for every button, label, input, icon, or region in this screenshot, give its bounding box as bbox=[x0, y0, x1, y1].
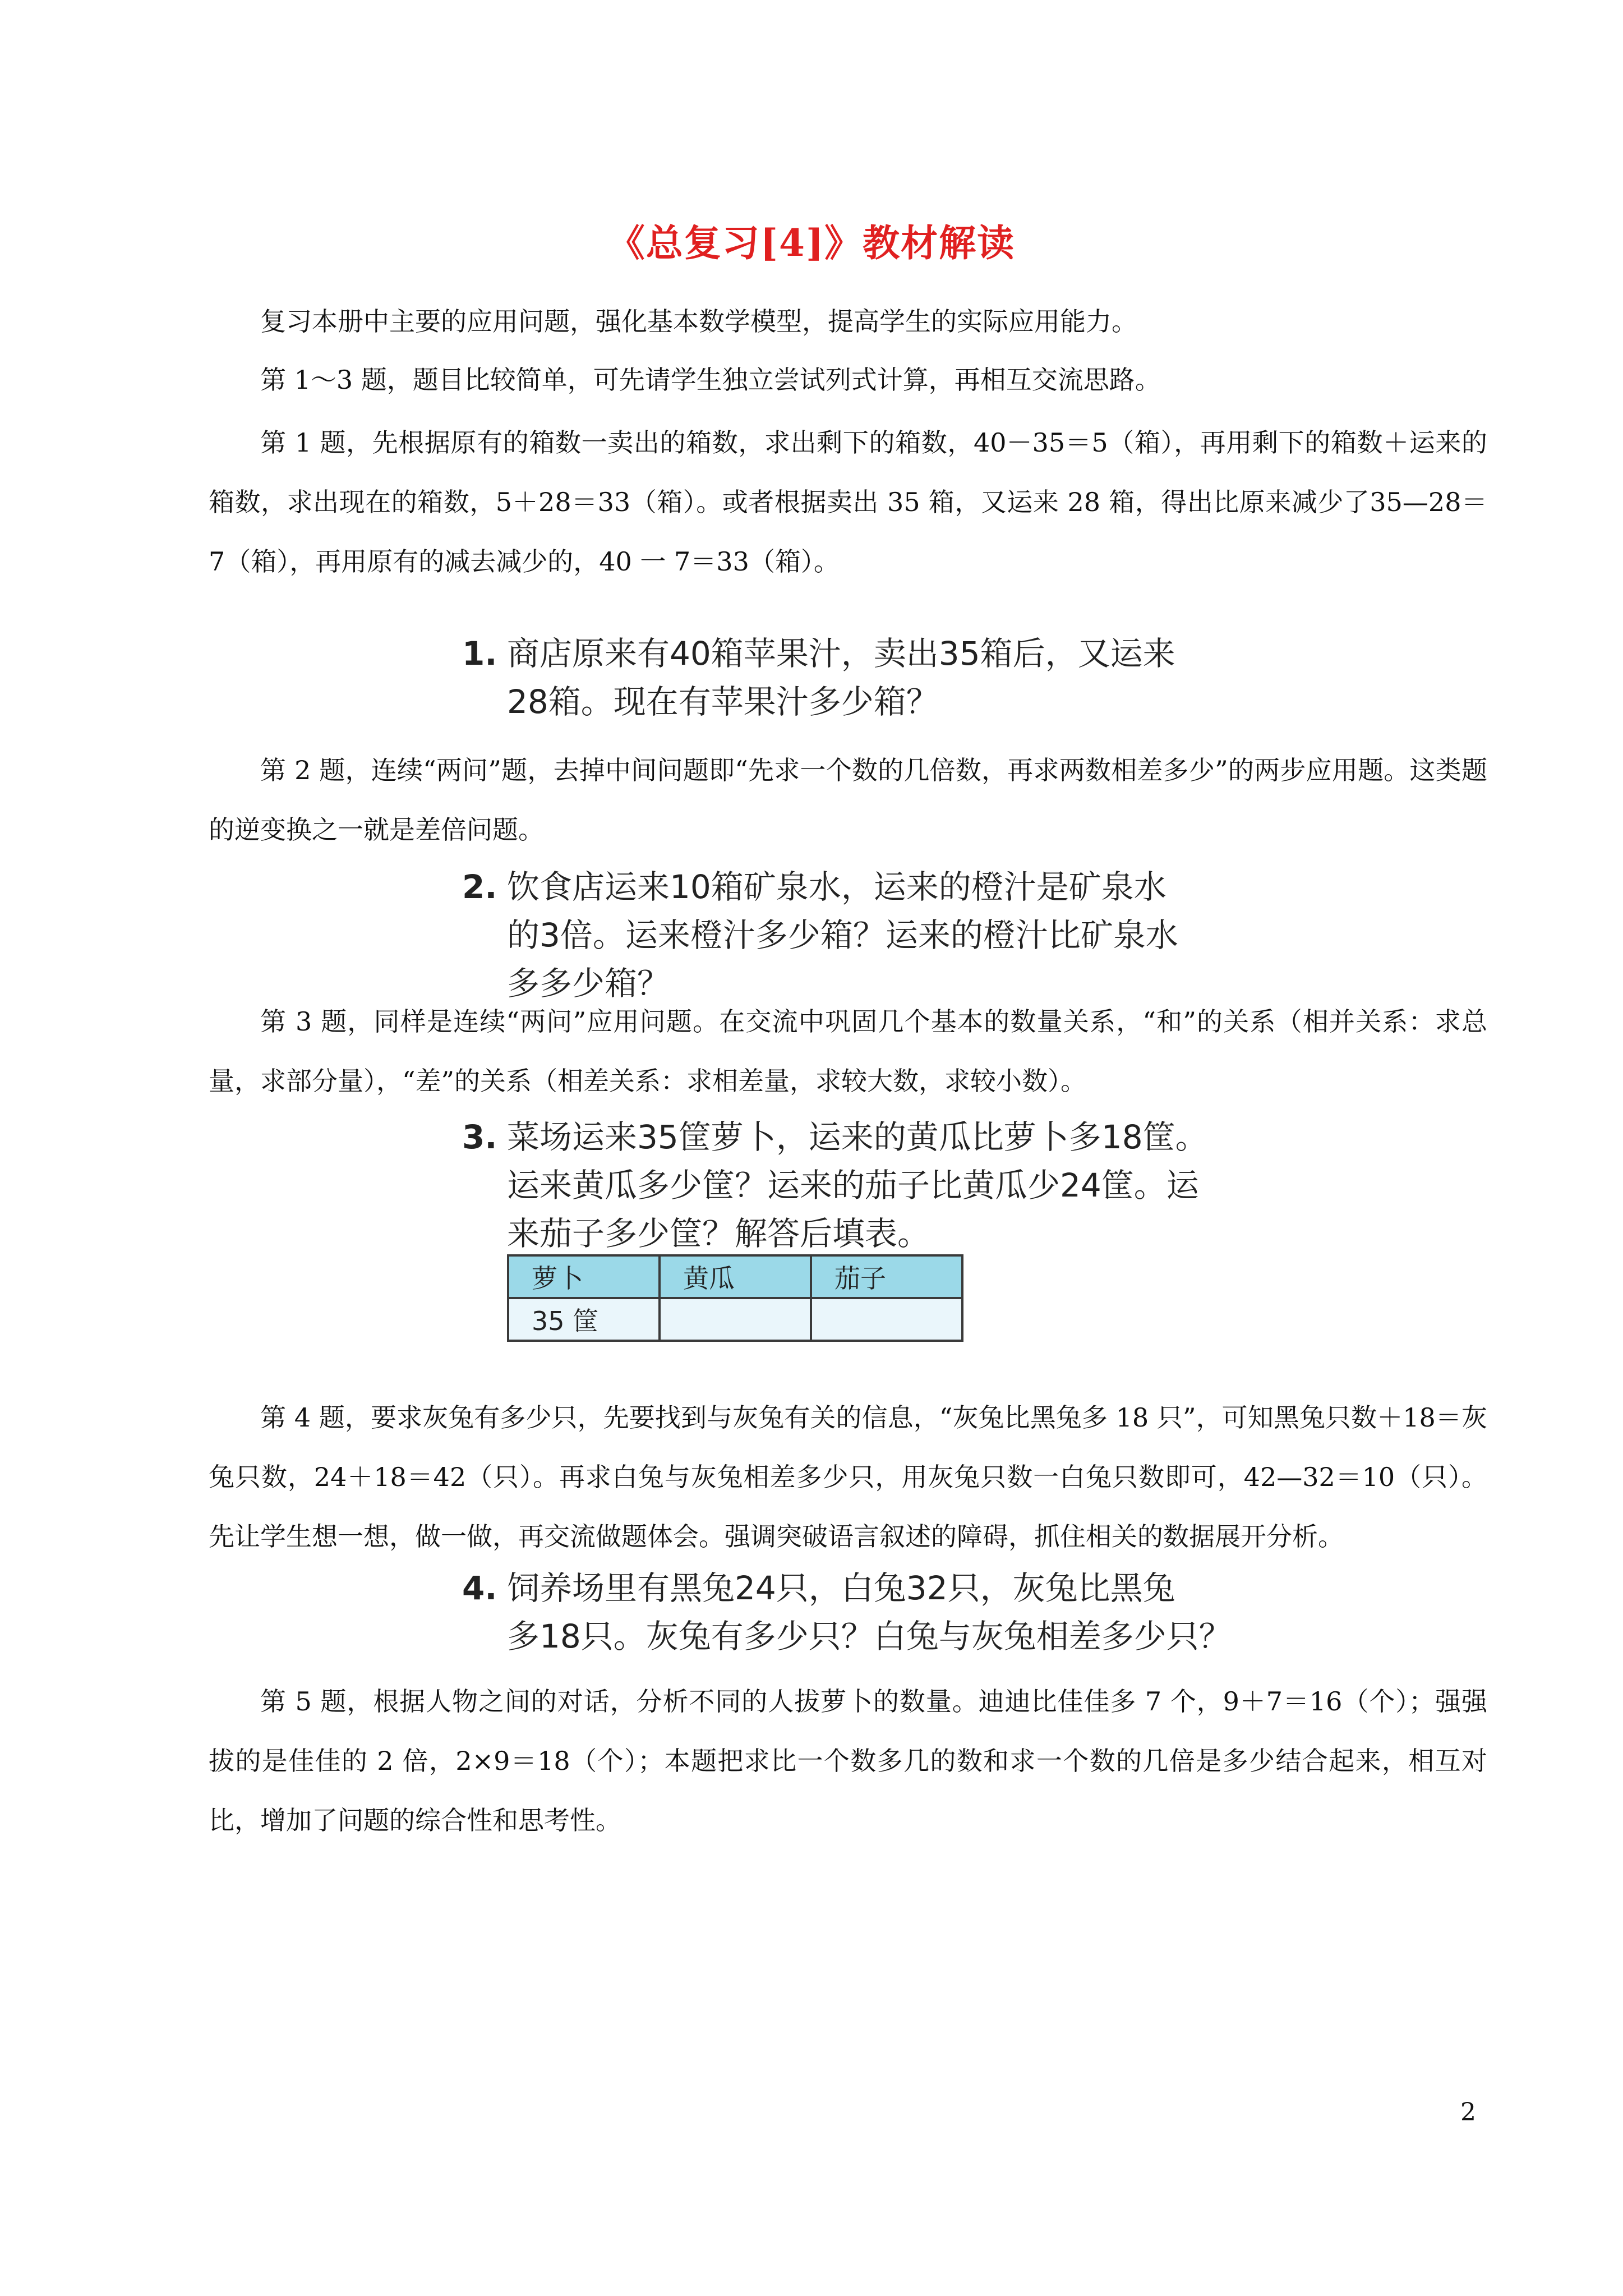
problem-text: 的3倍。运来橙汁多少箱？运来的橙汁比矿泉水 bbox=[507, 916, 1178, 954]
table-header-row bbox=[508, 1255, 962, 1298]
problem-text: 菜场运来35筐萝卜，运来的黄瓜比萝卜多18筐。 bbox=[507, 1118, 1208, 1156]
table-header-cell: 黄瓜 bbox=[660, 1255, 811, 1298]
paragraph-q1: 第 1 题，先根据原有的箱数一卖出的箱数，求出剩下的箱数，40－35＝5（箱），再用剩下的箱数＋运来的箱数，求出现在的箱数，5＋28＝33（箱）。或者根据卖出 35 箱，又运来 28 箱，得出比原来减少了35—28＝7（箱），再用原有的减去减少的，40 一 7＝33（箱）。 bbox=[209, 427, 1487, 577]
paragraph-q5: 第 5 题，根据人物之间的对话，分析不同的人拔萝卜的数量。迪迪比佳佳多 7 个，9＋7＝16（个）；强强拔的是佳佳的 2 倍，2×9＝18（个）；本题把求比一个数多几的数和求一个数的几倍是多少结合起来，相互对比，增加了问题的综合性和思考性。 bbox=[209, 1686, 1487, 1835]
problem-number: 3. bbox=[462, 1118, 497, 1156]
page-title: 《总复习[4]》教材解读 bbox=[607, 221, 1016, 265]
problem-3 bbox=[462, 1113, 1258, 1258]
problem-number: 4. bbox=[462, 1569, 497, 1607]
table-row bbox=[508, 1298, 962, 1341]
problem-text: 运来黄瓜多少筐？运来的茄子比黄瓜少24筐。运 bbox=[507, 1166, 1199, 1204]
problem-text: 商店原来有40箱苹果汁，卖出35箱后，又运来 bbox=[507, 634, 1175, 673]
vegetable-table bbox=[507, 1254, 963, 1342]
page-number: 2 bbox=[1460, 2098, 1476, 2127]
problem-text: 饮食店运来10箱矿泉水，运来的橙汁是矿泉水 bbox=[507, 868, 1166, 906]
problem-4 bbox=[462, 1564, 1258, 1660]
paragraph-q2: 第 2 题，连续“两问”题，去掉中间问题即“先求一个数的几倍数，再求两数相差多少”的两步应用题。这类题的逆变换之一就是差倍问题。 bbox=[209, 755, 1487, 845]
table-cell: 35 筐 bbox=[508, 1298, 660, 1341]
paragraph-intro: 复习本册中主要的应用问题，强化基本数学模型，提高学生的实际应用能力。 bbox=[260, 306, 1137, 337]
problem-text: 多18只。灰兔有多少只？白兔与灰兔相差多少只？ bbox=[507, 1617, 1232, 1655]
problem-text: 饲养场里有黑兔24只，白兔32只，灰兔比黑兔 bbox=[507, 1569, 1175, 1607]
table-cell bbox=[811, 1298, 962, 1341]
table-cell bbox=[660, 1298, 811, 1341]
problem-1 bbox=[462, 629, 1258, 726]
problem-text: 28箱。现在有苹果汁多少箱？ bbox=[507, 683, 939, 721]
paragraph-q1-3: 第 1～3 题，题目比较简单，可先请学生独立尝试列式计算，再相互交流思路。 bbox=[260, 365, 1161, 395]
problem-number: 2. bbox=[462, 868, 497, 906]
paragraph-q3: 第 3 题，同样是连续“两问”应用问题。在交流中巩固几个基本的数量关系，“和”的关系（相并关系：求总量，求部分量），“差”的关系（相差关系：求相差量，求较大数，求较小数）。 bbox=[209, 1006, 1487, 1096]
table-header-cell: 茄子 bbox=[811, 1255, 962, 1298]
problem-2 bbox=[462, 863, 1258, 1007]
problem-text: 来茄子多少筐？解答后填表。 bbox=[507, 1214, 930, 1253]
problem-number: 1. bbox=[462, 634, 497, 673]
table-header-cell: 萝卜 bbox=[508, 1255, 660, 1298]
paragraph-q4: 第 4 题，要求灰兔有多少只，先要找到与灰兔有关的信息，“灰兔比黑兔多 18 只”，可知黑兔只数＋18＝灰兔只数，24＋18＝42（只）。再求白兔与灰兔相差多少只，用灰兔只数一白兔只数即可，42—32＝10（只）。先让学生想一想，做一做，再交流做题体会。强调突破语言叙述的障碍，抓住相关的数据展开分析。 bbox=[209, 1402, 1487, 1552]
problem-text: 多多少箱？ bbox=[507, 964, 670, 1002]
